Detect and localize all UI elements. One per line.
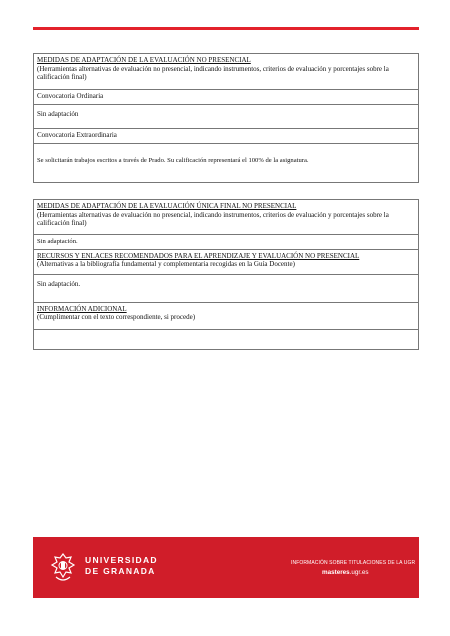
recursos-heading-cell <box>34 249 419 274</box>
university-crest-icon <box>50 553 76 583</box>
extraordinaria-label-cell <box>34 129 419 144</box>
ordinaria-label-cell <box>34 90 419 105</box>
info-heading: INFORMACIÓN ADICIONAL <box>37 304 127 313</box>
unica-heading-cell <box>34 200 419 235</box>
evaluation-subheading: (Herramientas alternativas de evaluación no presencial, indicando instrumentos, criterios de evaluación y porcentajes sobre la calificación final) <box>37 64 389 82</box>
evaluation-heading-cell <box>34 54 419 90</box>
recursos-text: Sin adaptación. <box>37 279 81 288</box>
extraordinaria-text: Se solicitarán trabajos escritos a través de Prado. Su calificación representará el 100% de la asignatura. <box>37 157 309 164</box>
footer-site-rest: .ugr.es <box>349 569 369 576</box>
university-name <box>85 555 158 577</box>
evaluation-table <box>33 53 419 183</box>
extraordinaria-text-cell <box>34 144 419 183</box>
unica-subheading: (Herramientas alternativas de evaluación no presencial, indicando instrumentos, criterios de evaluación y porcentajes sobre la calificación final) <box>37 210 389 228</box>
footer-site-bold: masteres <box>322 569 350 576</box>
footer-banner <box>33 537 419 598</box>
footer-site-link[interactable] <box>322 569 369 576</box>
ordinaria-label: Convocatoria Ordinaria <box>37 92 104 100</box>
recursos-heading: RECURSOS Y ENLACES RECOMENDADOS PARA EL APRENDIZAJE Y EVALUACIÓN NO PRESENCIAL <box>37 251 360 260</box>
additional-table <box>33 199 419 350</box>
info-text-cell <box>34 329 419 349</box>
ordinaria-text: Sin adaptación <box>37 110 79 118</box>
university-name-line1: UNIVERSIDAD <box>85 555 158 565</box>
unica-heading: MEDIDAS DE ADAPTACIÓN DE LA EVALUACIÓN ÚNICA FINAL NO PRESENCIAL <box>37 202 297 210</box>
recursos-subheading: (Alternativas a la bibliografía fundamental y complementaria recogidas en la Guía Docente) <box>37 260 295 269</box>
evaluation-heading: MEDIDAS DE ADAPTACIÓN DE LA EVALUACIÓN NO PRESENCIAL <box>37 56 251 64</box>
info-heading-cell <box>34 302 419 329</box>
footer-info-text: INFORMACIÓN SOBRE TITULACIONES DE LA UGR <box>291 560 416 566</box>
extraordinaria-label: Convocatoria Extraordinaria <box>37 131 117 139</box>
info-subheading: (Cumplimentar con el texto correspondiente, si procede) <box>37 313 196 322</box>
recursos-text-cell <box>34 274 419 302</box>
top-accent-bar <box>33 27 419 30</box>
ordinaria-text-cell <box>34 105 419 129</box>
unica-text-cell <box>34 235 419 250</box>
university-name-line2: DE GRANADA <box>85 566 156 576</box>
unica-text: Sin adaptación. <box>37 238 78 245</box>
